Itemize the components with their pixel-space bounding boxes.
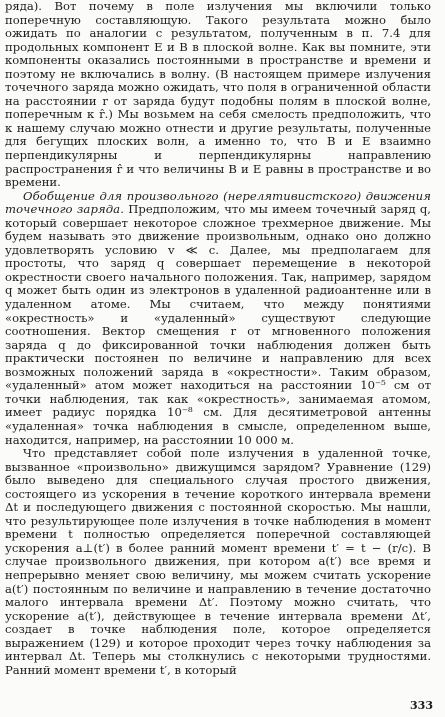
paragraph-3: [5, 447, 431, 677]
paragraph-1: [5, 0, 431, 190]
paragraph-1-text: ряда). Вот почему в поле излучения мы включили только поперечную составляющую. Такого результата можно было ожидать по аналогии с результатом, полученным в п. 7.4 для продольных компонент E и B в плоской волне. Как вы помните, эти компоненты оказались постоянными в пространстве и времени и поэтому не включались в волну. (В настоящем примере излучения точечного заряда можно ожидать, что поля в ограниченной области на расстоянии r от заряда будут подобны полям в плоской волне, поперечным к r̂.) Мы возьмем на себя смелость предположить, что к нашему случаю можно отнести и другие результаты, полученные для бегущих плоских волн, а именно то, что B и E взаимно перпендикулярны и перпендикулярны направлению распространения r̂ и что величины B и E равны в пространстве и во времени.: [5, 0, 431, 190]
page-number: 333: [410, 699, 433, 712]
paragraph-2-run-in-heading: Обобщение для произвольного (нерелятивистского) движения точечного заряда.: [5, 188, 431, 217]
body-text: [5, 0, 431, 677]
paragraph-2: [5, 190, 431, 447]
paragraph-2-text: Предположим, что мы имеем точечный заряд q, который совершает некоторое сложное трехмерное движение. Мы будем называть это движение произвольным, однако оно должно удовлетворять условию v ≪ c. Далее, мы предполагаем для простоты, что заряд q совершает перемещение в некоторой окрестности своего начального положения. Так, например, зарядом q может быть один из электронов в удаленной радиоантенне или в удаленном атоме. Мы считаем, что между понятиями «окрестность» и «удаленный» существуют следующие соотношения. Вектор смещения r от мгновенного положения заряда q до фиксированной точки наблюдения должен быть практически постоянен по величине и направлению для всех возможных положений заряда в «окрестности». Таким образом, «удаленный» атом может находиться на расстоянии 10⁻⁵ см от точки наблюдения, так как «окрестность», занимаемая атомом, имеет радиус порядка 10⁻⁸ см. Для десятиметровой антенны «удаленная» точка наблюдения в смысле, определенном выше, находится, например, на расстоянии 10 000 м.: [5, 202, 431, 447]
paragraph-3-text: Что представляет собой поле излучения в удаленной точке, вызванное «произвольно» движущимся зарядом? Уравнение (129) было выведено для специального случая простого движения, состоящего из ускорения в течение короткого интервала времени Δt и последующего движения с постоянной скоростью. Мы нашли, что результирующее поле излучения в точке наблюдения в момент времени t полностью определяется поперечной составляющей ускорения a⊥(t′) в более ранний момент времени t′ = t − (r/c). В случае произвольного движения, при котором a(t′) все время и непрерывно меняет свою величину, мы можем считать ускорение a(t′) постоянным по величине и направлению в течение достаточно малого интервала времени Δt′. Поэтому можно считать, что ускорение a(t′), действующее в течение интервала времени Δt′, создает в точке наблюдения поле, которое определяется выражением (129) и которое проходит через точку наблюдения за интервал Δt. Теперь мы столкнулись с некоторыми трудностями. Ранний момент времени t′, в который: [5, 446, 431, 677]
